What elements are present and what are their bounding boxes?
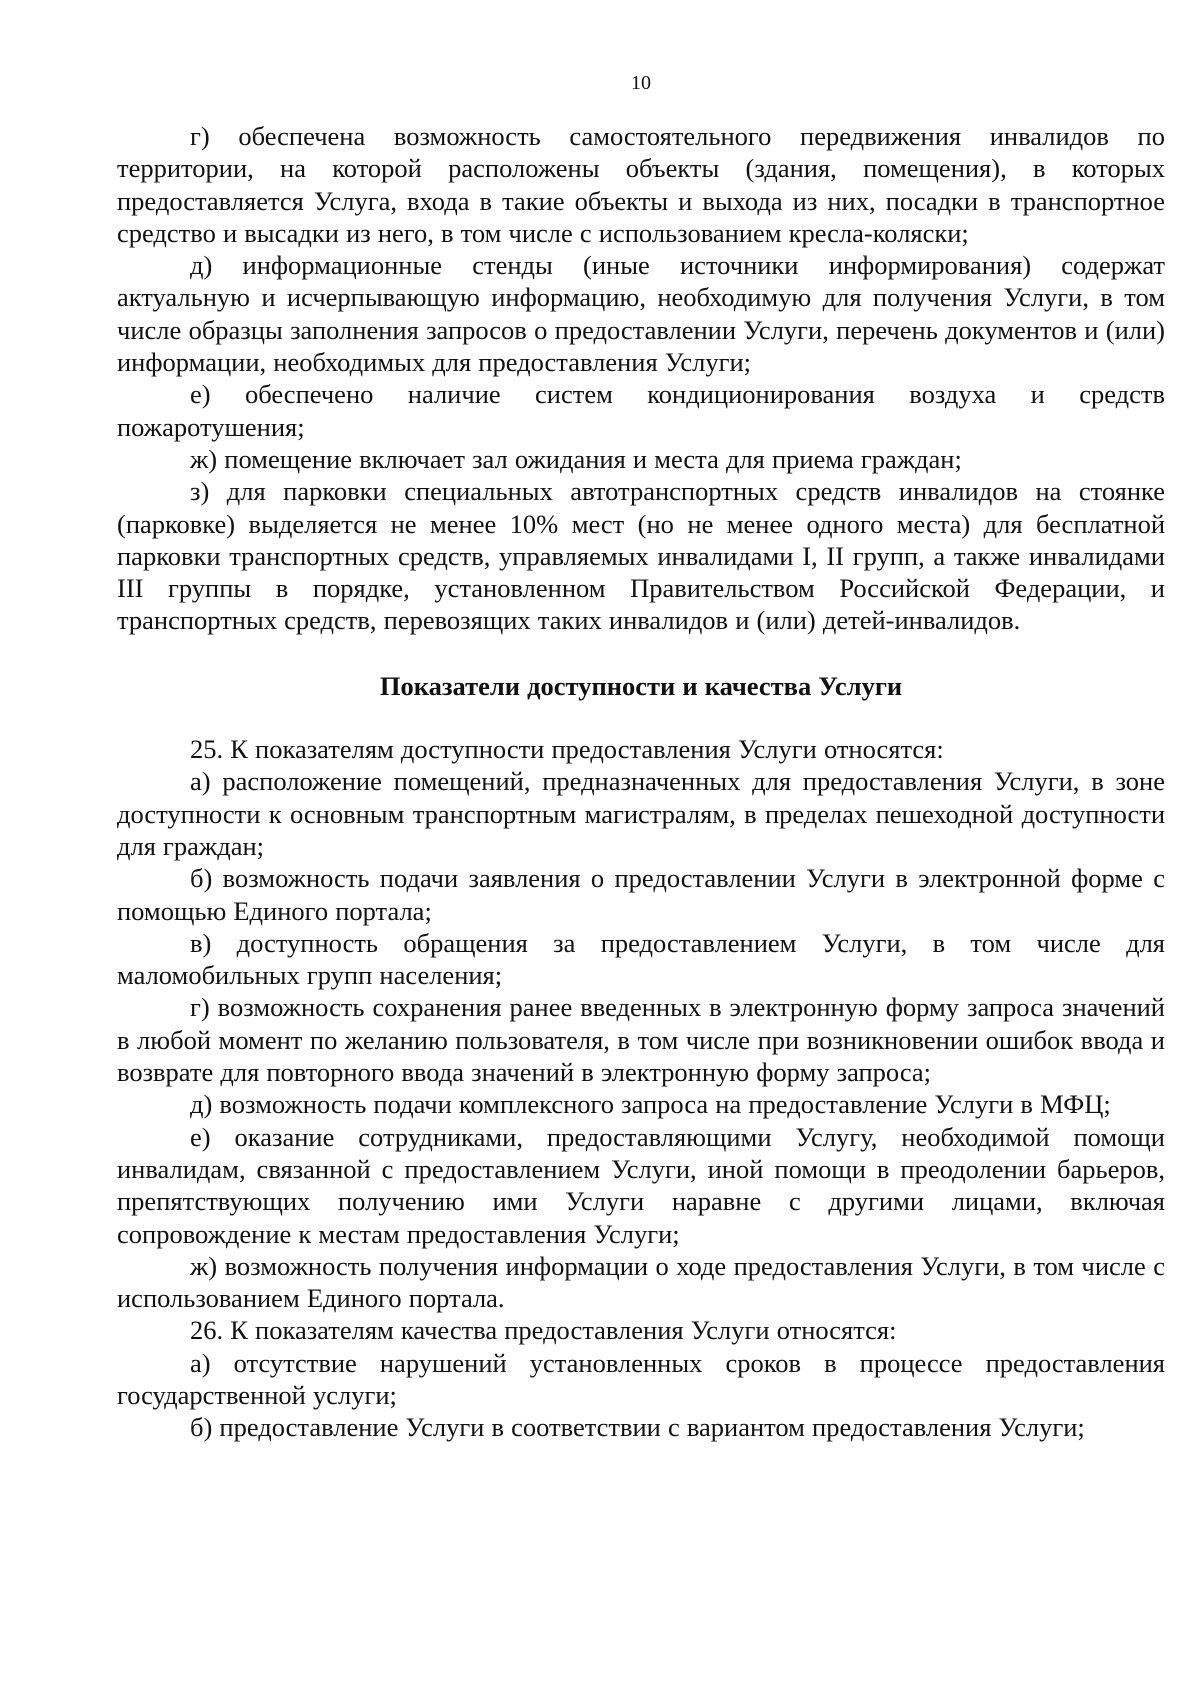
paragraph-e-air-conditioning: е) обеспечено наличие систем кондиционирования воздуха и средств пожаротушения; — [117, 379, 1165, 442]
paragraph-25-d: д) возможность подачи комплексного запроса на предоставление Услуги в МФЦ; — [190, 1089, 1111, 1120]
paragraph-d-info-stands: д) информационные стенды (иные источники информирования) содержат актуальную и исчерпывающую информацию, необходимую для получения Услуги, в том числе образцы заполнения запросов о предоставлении Услуги, перечень документов и (или) информации, необходимых для предоставления Услуги; — [117, 250, 1165, 378]
paragraph-26-b: б) предоставление Услуги в соответствии с вариантом предоставления Услуги; — [190, 1412, 1085, 1443]
paragraph-26-a: а) отсутствие нарушений установленных сроков в процессе предоставления государственной услуги; — [117, 1347, 1165, 1410]
paragraph-26-intro: 26. К показателям качества предоставления Услуги относятся: — [190, 1315, 897, 1346]
paragraph-zh-waiting-hall: ж) помещение включает зал ожидания и места для приема граждан; — [190, 443, 962, 474]
paragraph-z-parking: з) для парковки специальных автотранспортных средств инвалидов на стоянке (парковке) выделяется не менее 10% мест (но не менее одного места) для бесплатной парковки транспортных средств, управляемых инвалидами I, II групп, а также инвалидами III группы в порядке, установленном Правительством Российской Федерации, и транспортных средств, перевозящих таких инвалидов и (или) детей-инвалидов. — [117, 476, 1165, 636]
paragraph-25-b: б) возможность подачи заявления о предоставлении Услуги в электронной форме с помощью Единого портала; — [117, 863, 1165, 926]
paragraph-25-e: е) оказание сотрудниками, предоставляющими Услугу, необходимой помощи инвалидам, связанной с предоставлением Услуги, иной помощи в преодолении барьеров, препятствующих получению ими Услуги наравне с другими лицами, включая сопровождение к местам предоставления Услуги; — [117, 1121, 1165, 1249]
paragraph-25-intro: 25. К показателям доступности предоставления Услуги относятся: — [190, 734, 944, 765]
page-number: 10 — [631, 72, 651, 94]
paragraph-25-zh: ж) возможность получения информации о ходе предоставления Услуги, в том числе с использованием Единого портала. — [117, 1250, 1165, 1314]
document-body — [117, 120, 1165, 1444]
paragraph-25-v: в) доступность обращения за предоставлением Услуги, в том числе для маломобильных групп населения; — [117, 927, 1165, 991]
paragraph-25-a: а) расположение помещений, предназначенных для предоставления Услуги, в зоне доступности к основным транспортным магистралям, в пределах пешеходной доступности для граждан; — [117, 766, 1165, 861]
section-heading: Показатели доступности и качества Услуги — [379, 670, 903, 701]
paragraph-25-g: г) возможность сохранения ранее введенных в электронную форму запроса значений в любой момент по желанию пользователя, в том числе при возникновении ошибок ввода и возврате для повторного ввода значений в электронную форму запроса; — [117, 992, 1165, 1088]
paragraph-g-movement: г) обеспечена возможность самостоятельного передвижения инвалидов по территории, на которой расположены объекты (здания, помещения), в которых предоставляется Услуга, входа в такие объекты и выхода из них, посадки в транспортное средство и высадки из него, в том числе с использованием кресла-коляски; — [117, 121, 1165, 248]
